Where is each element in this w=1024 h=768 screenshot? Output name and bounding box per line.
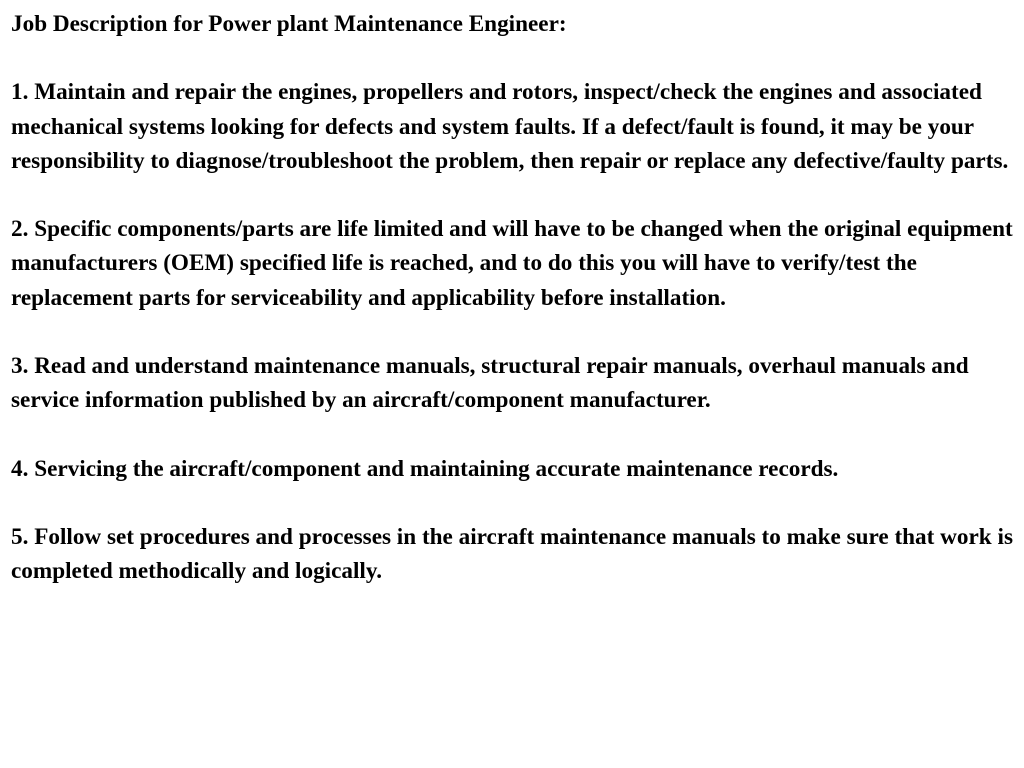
duty-item-4: 4. Servicing the aircraft/component and maintaining accurate maintenance records. — [11, 455, 839, 482]
paragraph-gap — [11, 41, 1016, 75]
paragraph-gap — [11, 486, 1016, 520]
paragraph-gap — [11, 315, 1016, 349]
duty-item-5: 5. Follow set procedures and processes in the aircraft maintenance manuals to make sure that work is completed methodically and logically. — [11, 523, 1013, 585]
document-body — [11, 7, 1016, 588]
duty-item-3: 3. Read and understand maintenance manuals, structural repair manuals, overhaul manuals and service information published by an aircraft/component manufacturer. — [11, 352, 969, 414]
duty-item-2: 2. Specific components/parts are life limited and will have to be changed when the original equipment manufacturers (OEM) specified life is reached, and to do this you will have to verify/test the replacement parts for serviceability and applicability before installation. — [11, 216, 1013, 311]
duty-item-1: 1. Maintain and repair the engines, propellers and rotors, inspect/check the engines and associated mechanical systems looking for defects and system faults. If a defect/fault is found, it may be your responsibility to diagnose/troubleshoot the problem, then repair or replace any defective/faulty parts. — [11, 79, 1009, 174]
paragraph-gap — [11, 178, 1016, 212]
document-title: Job Description for Power plant Maintenance Engineer: — [11, 11, 567, 37]
paragraph-gap — [11, 417, 1016, 451]
